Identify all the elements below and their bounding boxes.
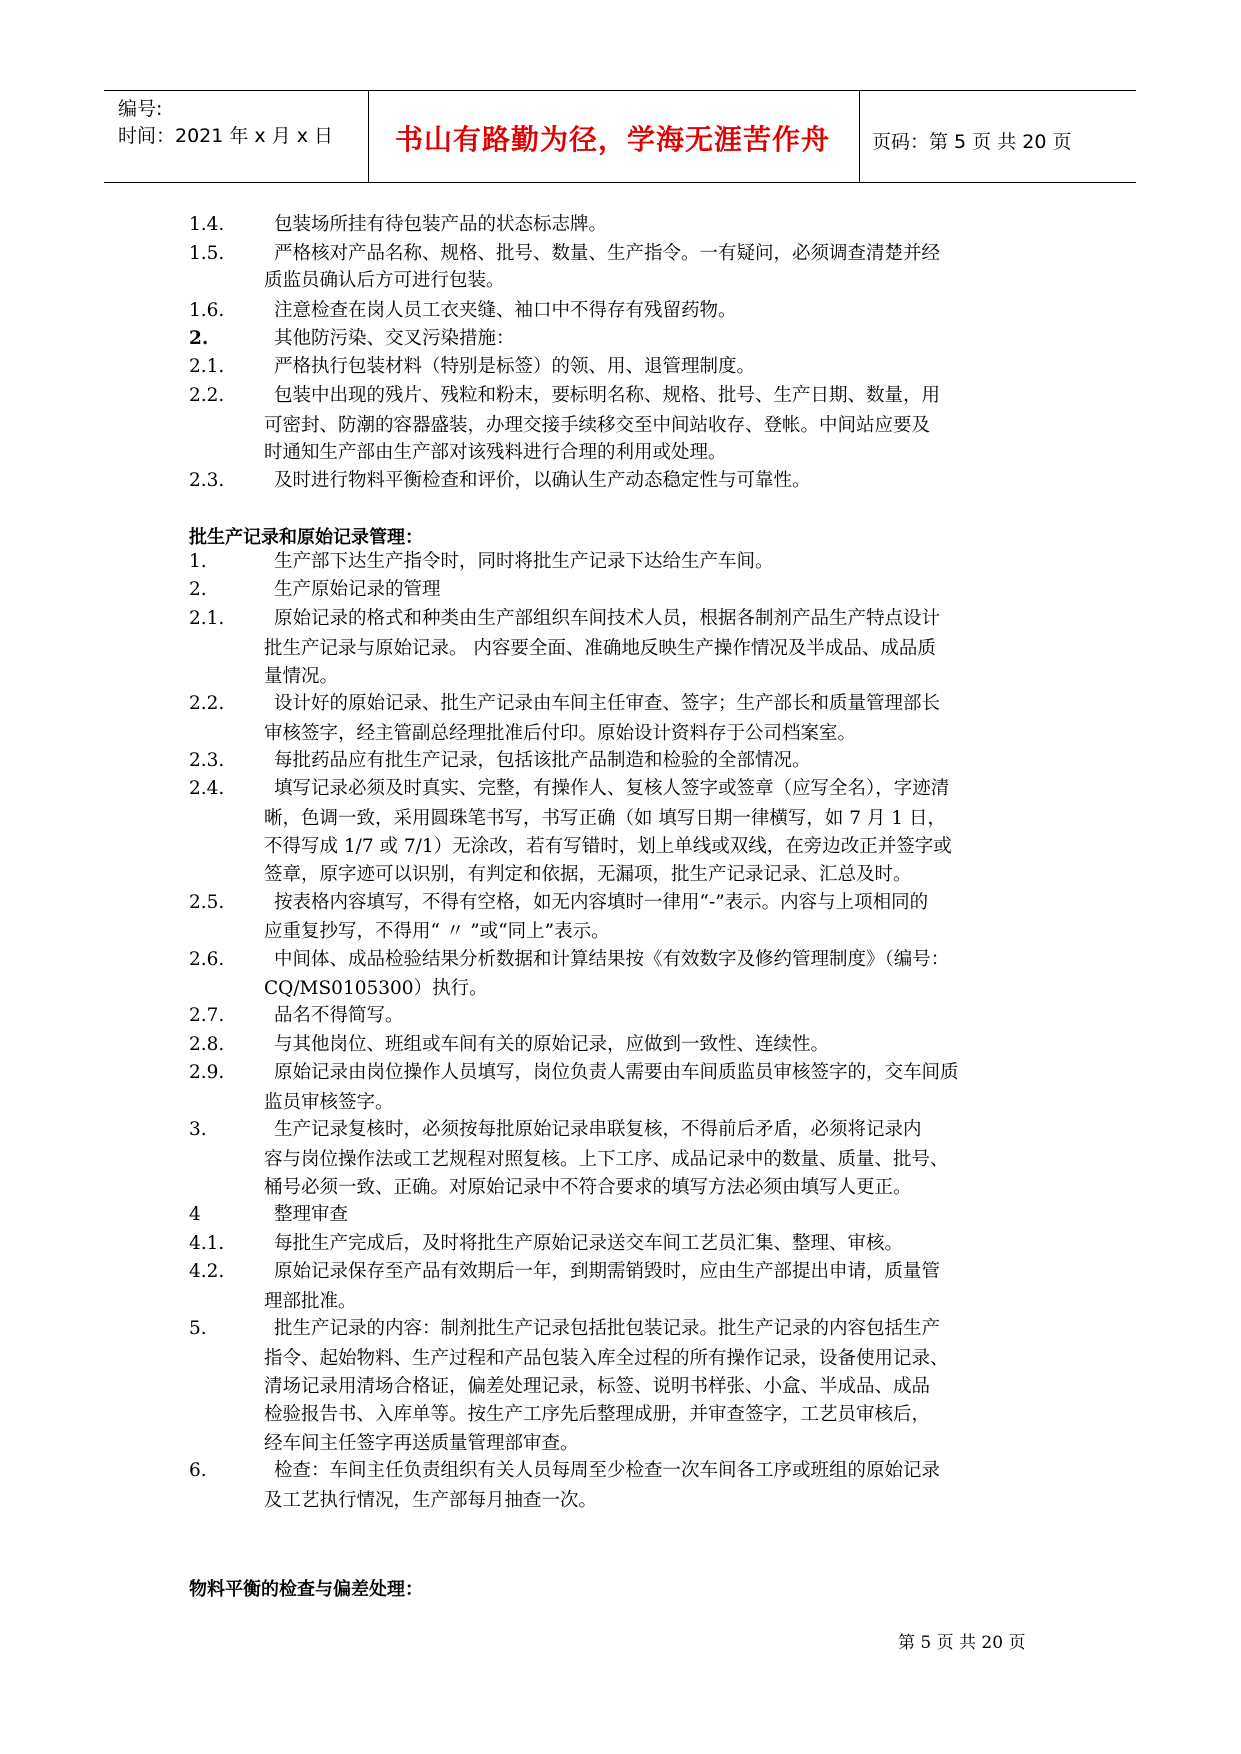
list-item-continuation: 批生产记录与原始记录。 内容要全面、准确地反映生产操作情况及半成品、成品质 xyxy=(264,638,936,659)
header-number-label: 编号: xyxy=(118,98,163,120)
list-item-continuation: 不得写成 1/7 或 7/1）无涂改，若有写错时，划上单线或双线，在旁边改正并签字或 xyxy=(264,836,952,857)
header-time-label: 时间：2021 年 x 月 x 日 xyxy=(118,125,334,147)
list-item-continuation: 理部批准。 xyxy=(264,1291,357,1312)
list-item-continuation: 指令、起始物料、生产过程和产品包装入库全过程的所有操作记录，设备使用记录、 xyxy=(264,1348,949,1369)
header-page-label: 页码：第 5 页 共 20 页 xyxy=(872,131,1072,153)
header-divider-left xyxy=(368,90,369,182)
list-item-continuation: 及工艺执行情况，生产部每月抽查一次。 xyxy=(264,1490,598,1511)
section-heading: 物料平衡的检查与偏差处理： xyxy=(189,1579,423,1600)
list-item-continuation: 容与岗位操作法或工艺规程对照复核。上下工序、成品记录中的数量、质量、批号、 xyxy=(264,1149,949,1170)
list-item-continuation: 桶号必须一致、正确。对原始记录中不符合要求的填写方法必须由填写人更正。 xyxy=(264,1177,912,1198)
list-item-continuation: 应重复抄写，不得用“ 〃 ”或“同上”表示。 xyxy=(264,921,610,942)
header-bottom-rule xyxy=(104,182,1136,183)
header-top-rule xyxy=(104,90,1136,91)
list-item-continuation: 签章，原字迹可以识别，有判定和依据，无漏项，批生产记录记录、汇总及时。 xyxy=(264,864,912,885)
footer-page-number: 第 5 页 共 20 页 xyxy=(898,1633,1026,1653)
list-item-continuation: 检验报告书、入库单等。按生产工序先后整理成册，并审查签字，工艺员审核后， xyxy=(264,1404,931,1425)
list-item-continuation: 量情况。 xyxy=(264,666,339,687)
list-item-continuation: 晰，色调一致，采用圆珠笔书写，书写正确（如 填写日期一律横写，如 7 月 1 日， xyxy=(264,808,946,829)
section-heading: 批生产记录和原始记录管理： xyxy=(189,527,423,548)
list-item-continuation: 审核签字，经主管副总经理批准后付印。原始设计资料存于公司档案室。 xyxy=(264,723,857,744)
list-item-continuation: 质监员确认后方可进行包装。 xyxy=(264,270,505,291)
header-motto: 书山有路勤为径，学海无涯苦作舟 xyxy=(395,123,831,156)
list-item-continuation: 时通知生产部由生产部对该残料进行合理的利用或处理。 xyxy=(264,442,727,463)
list-item-continuation: 可密封、防潮的容器盛装，办理交接手续移交至中间站收存、登帐。中间站应要及 xyxy=(264,415,931,436)
list-item-continuation: 清场记录用清场合格证，偏差处理记录，标签、说明书样张、小盒、半成品、成品 xyxy=(264,1376,931,1397)
list-item-continuation: 经车间主任签字再送质量管理部审查。 xyxy=(264,1433,579,1454)
list-item-continuation: CQ/MS0105300）执行。 xyxy=(264,978,488,999)
list-item-continuation: 监员审核签字。 xyxy=(264,1092,394,1113)
